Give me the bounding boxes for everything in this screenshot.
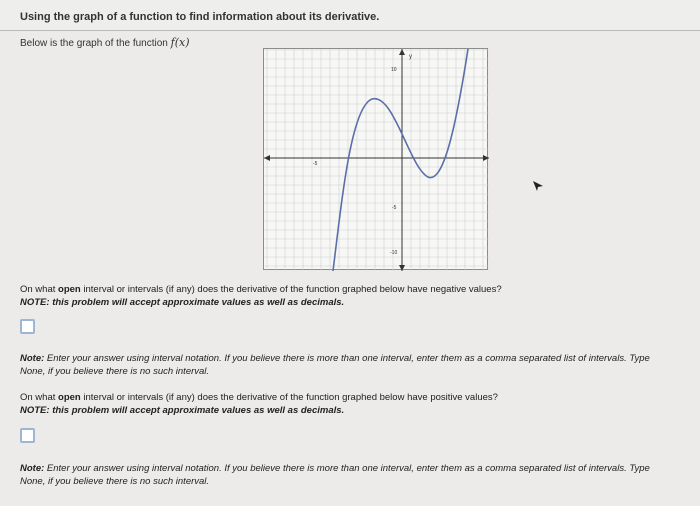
graph-canvas xyxy=(264,49,489,271)
question-1-text-bold: open xyxy=(58,284,81,295)
question-1-note: NOTE: this problem will accept approximate values as well as decimals. xyxy=(20,297,345,308)
y-axis-arrow-down xyxy=(399,265,405,271)
tick-label-y-low: -10 xyxy=(390,250,398,256)
page-header xyxy=(0,0,700,31)
note-2 xyxy=(20,462,700,488)
intro-label: Below is the graph of the function xyxy=(20,38,168,49)
question-1-text-post: interval or intervals (if any) does the derivative of the function graphed below have negative values? xyxy=(80,284,502,295)
intro-text xyxy=(20,36,190,49)
note-1-line2: None, if you believe there is no such interval. xyxy=(20,366,210,377)
tick-label-y-mid: -5 xyxy=(392,205,397,211)
note-2-line2: None, if you believe there is no such interval. xyxy=(20,476,210,487)
answer-input-negative[interactable] xyxy=(20,319,35,334)
tick-label-y-top: 10 xyxy=(391,67,397,73)
page-title: Using the graph of a function to find information about its derivative. xyxy=(20,11,380,23)
note-1 xyxy=(20,352,700,378)
y-axis-label: y xyxy=(409,54,412,60)
graph-grid xyxy=(264,49,489,271)
question-2-text-bold: open xyxy=(58,392,81,403)
question-2-text-post: interval or intervals (if any) does the derivative of the function graphed below have positive values? xyxy=(80,392,498,403)
question-1 xyxy=(20,283,502,309)
mouse-cursor-icon xyxy=(532,180,544,192)
question-2-text-pre: On what xyxy=(20,392,59,403)
tick-label-x-neg: -5 xyxy=(313,161,318,167)
note-2-line1: Enter your answer using interval notation. If you believe there is more than one interval, enter them as a comma separated list of intervals. Type xyxy=(44,463,650,474)
question-1-text-pre: On what xyxy=(20,284,59,295)
x-axis-arrow-right xyxy=(483,155,489,161)
function-curve xyxy=(333,49,468,271)
question-2 xyxy=(20,391,498,417)
note-2-label: Note: xyxy=(20,463,45,474)
note-1-label: Note: xyxy=(20,353,45,364)
answer-input-positive[interactable] xyxy=(20,428,35,443)
question-2-note: NOTE: this problem will accept approximate values as well as decimals. xyxy=(20,405,345,416)
function-name: f(x) xyxy=(170,36,190,49)
note-1-line1: Enter your answer using interval notation. If you believe there is more than one interval, enter them as a comma separated list of intervals. Type xyxy=(44,353,650,364)
function-graph xyxy=(263,48,488,270)
